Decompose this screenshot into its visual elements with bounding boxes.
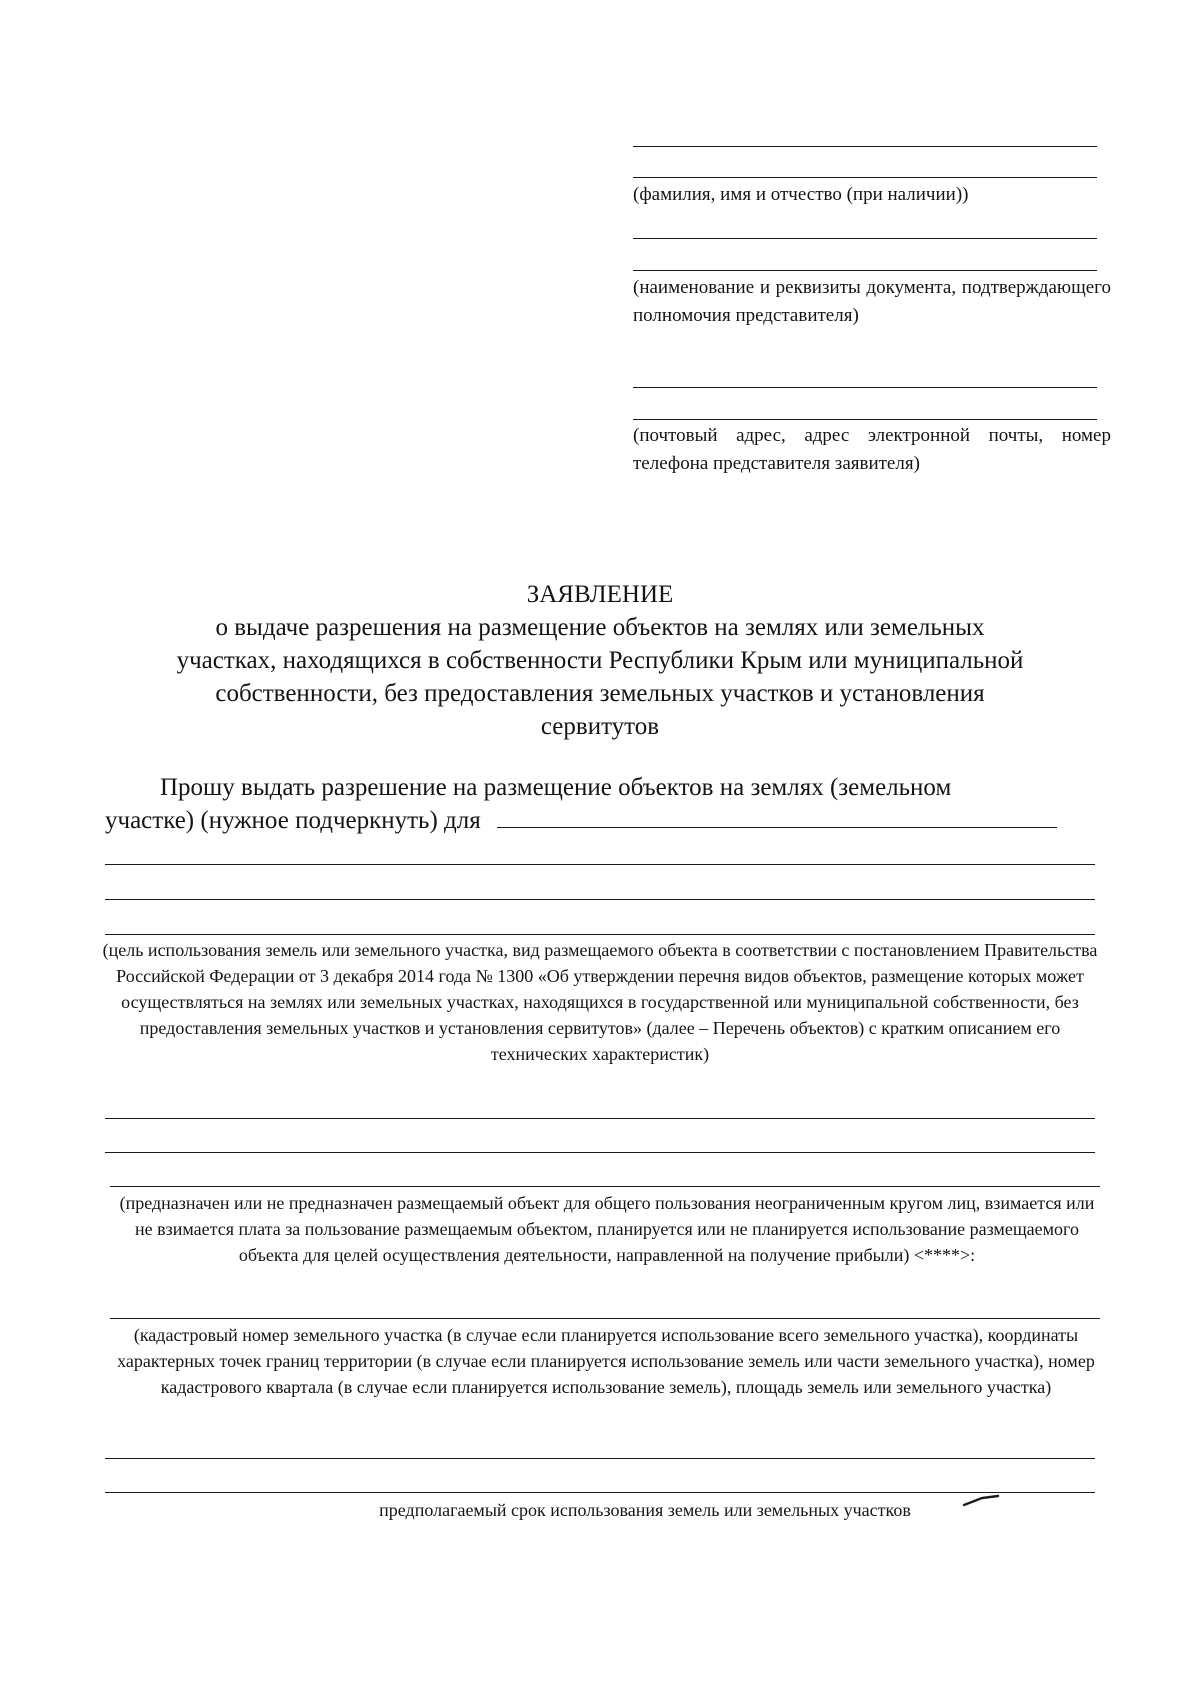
purpose-note: (цель использования земель или земельного участка, вид размещаемого объекта в соответствии с постановлением Правительства Российской Федерации от 3 декабря 2014 года № 1300 «Об утверждении перечня видов объектов, размещение которых может осуществляться на землях или земельных участках, находящихся в государственной или муниципальной собственности, без предоставления земельных участков и установления сервитутов» (далее – Перечень объектов) с кратким описанием его технических характеристик) [102,940,1098,1064]
purpose-line-2[interactable] [105,899,1095,900]
contact-caption: (почтовый адрес, адрес электронной почты, номер телефона представителя заявителя) [633,425,1111,474]
term-line-2[interactable] [105,1492,1095,1493]
public-use-line-2[interactable] [105,1152,1095,1153]
purpose-line-3[interactable] [105,934,1095,935]
document-line-1[interactable] [633,238,1097,239]
public-use-line-1[interactable] [105,1118,1095,1119]
footnote-stroke-mark [962,1494,1002,1508]
purpose-line-1[interactable] [105,864,1095,865]
document-title [100,578,1100,743]
public-use-line-3[interactable] [110,1186,1100,1187]
cadastral-note: (кадастровый номер земельного участка (в случае если планируется использование всего земельного участка), координаты характерных точек границ территории (в случае если планируется использование земель или части земельного участка), номер кадастрового квартала (в случае если планируется использование земель), площадь земель или земельного участка) [117,1325,1095,1397]
title-subtitle-line-4: сервитутов [540,713,660,740]
request-line-1: Прошу выдать разрешение на размещение объектов на землях (земельном [160,774,952,801]
request-line-2: участке) (нужное подчеркнуть) для [105,807,481,834]
title-heading: ЗАЯВЛЕНИЕ [526,581,674,608]
title-subtitle-line-3: собственности, без предоставления земельных участков и установления [215,680,985,707]
title-subtitle-line-2: участках, находящихся в собственности Республики Крым или муниципальной [176,647,1024,674]
term-line-1[interactable] [105,1458,1095,1459]
document-caption: (наименование и реквизиты документа, подтверждающего полномочия представителя) [633,277,1111,326]
applicant-name-line-1[interactable] [633,146,1097,147]
public-use-note: (предназначен или не предназначен размещаемый объект для общего пользования неограниченным кругом лиц, взимается или не взимается плата за пользование размещаемым объектом, планируется или не планируется использование размещаемого объекта для целей осуществления деятельности, направленной на получение прибыли) <****>: [119,1193,1095,1265]
applicant-name-line-2[interactable] [633,177,1097,178]
term-note: предполагаемый срок использования земель или земельных участков [379,1500,911,1520]
document-line-2[interactable] [633,270,1097,271]
purpose-inline-field[interactable] [497,807,1057,828]
cadastral-line[interactable] [110,1318,1100,1319]
contact-line-2[interactable] [633,419,1097,420]
title-subtitle-line-1: о выдаче разрешения на размещение объектов на землях или земельных [215,614,985,641]
request-paragraph [105,771,1105,837]
request-line-2-row [105,804,1105,837]
applicant-name-caption: (фамилия, имя и отчество (при наличии)) [633,184,969,205]
contact-line-1[interactable] [633,387,1097,388]
